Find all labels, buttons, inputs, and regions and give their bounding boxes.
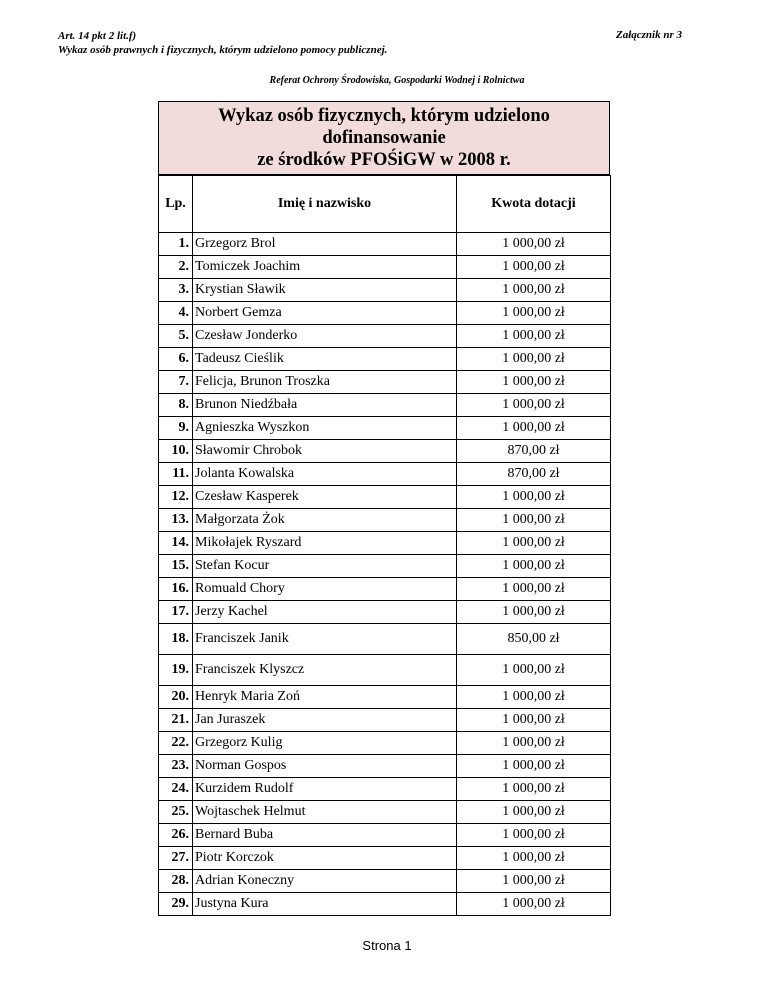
column-header-lp: Lp. [159,176,193,233]
row-number: 20. [159,686,193,709]
grant-amount: 1 000,00 zł [457,755,611,778]
table-row [159,870,611,893]
table-row [159,440,611,463]
grant-amount: 1 000,00 zł [457,417,611,440]
table-title-line2: ze środków PFOŚiGW w 2008 r. [257,150,511,170]
recipient-name: Bernard Buba [193,824,457,847]
recipient-name: Sławomir Chrobok [193,440,457,463]
row-number: 25. [159,801,193,824]
recipient-name: Wojtaschek Helmut [193,801,457,824]
table-row [159,532,611,555]
grant-amount: 870,00 zł [457,440,611,463]
row-number: 26. [159,824,193,847]
table-row [159,233,611,256]
table-row [159,624,611,655]
table-row [159,755,611,778]
row-number: 14. [159,532,193,555]
recipient-name: Piotr Korczok [193,847,457,870]
grant-amount: 1 000,00 zł [457,655,611,686]
recipient-name: Grzegorz Kulig [193,732,457,755]
column-header-amount: Kwota dotacji [457,176,611,233]
grant-amount: 1 000,00 zł [457,893,611,916]
row-number: 9. [159,417,193,440]
row-number: 11. [159,463,193,486]
table-row [159,847,611,870]
grant-amount: 1 000,00 zł [457,486,611,509]
table-row [159,302,611,325]
recipient-name: Czesław Jonderko [193,325,457,348]
grant-amount: 1 000,00 zł [457,555,611,578]
grant-amount: 1 000,00 zł [457,302,611,325]
document-header-left [58,29,387,57]
grant-amount: 1 000,00 zł [457,601,611,624]
grant-amount: 850,00 zł [457,624,611,655]
grant-amount: 1 000,00 zł [457,732,611,755]
row-number: 28. [159,870,193,893]
row-number: 21. [159,709,193,732]
recipient-name: Kurzidem Rudolf [193,778,457,801]
page-number: Strona 1 [362,938,412,953]
recipient-name: Krystian Sławik [193,279,457,302]
table-row [159,348,611,371]
row-number: 16. [159,578,193,601]
table-title-line1: Wykaz osób fizycznych, którym udzielono dofinansowanie [218,106,550,148]
recipient-name: Jan Juraszek [193,709,457,732]
recipient-name: Franciszek Janik [193,624,457,655]
attachment-number: Załącznik nr 3 [615,29,682,41]
table-row [159,463,611,486]
grant-amount: 1 000,00 zł [457,532,611,555]
recipients-table [158,175,611,916]
table-title [158,101,610,175]
recipient-name: Romuald Chory [193,578,457,601]
table-row [159,686,611,709]
recipient-name: Mikołajek Ryszard [193,532,457,555]
table-row [159,578,611,601]
row-number: 5. [159,325,193,348]
row-number: 4. [159,302,193,325]
table-row [159,555,611,578]
department-name: Referat Ochrony Środowiska, Gospodarki Wodnej i Rolnictwa [269,75,525,86]
grant-amount: 1 000,00 zł [457,509,611,532]
row-number: 23. [159,755,193,778]
grant-amount: 1 000,00 zł [457,870,611,893]
recipient-name: Agnieszka Wyszkon [193,417,457,440]
grant-amount: 1 000,00 zł [457,256,611,279]
recipient-name: Jolanta Kowalska [193,463,457,486]
grant-amount: 1 000,00 zł [457,824,611,847]
row-number: 8. [159,394,193,417]
grant-amount: 1 000,00 zł [457,709,611,732]
recipient-name: Jerzy Kachel [193,601,457,624]
list-description: Wykaz osób prawnych i fizycznych, którym udzielono pomocy publicznej. [58,44,388,56]
table-row [159,601,611,624]
table-row [159,417,611,440]
row-number: 10. [159,440,193,463]
grant-amount: 1 000,00 zł [457,778,611,801]
table-row [159,394,611,417]
recipient-name: Stefan Kocur [193,555,457,578]
recipient-name: Czesław Kasperek [193,486,457,509]
grant-amount: 1 000,00 zł [457,686,611,709]
table-row [159,486,611,509]
row-number: 24. [159,778,193,801]
table-row [159,371,611,394]
table-header-row [159,176,611,233]
recipient-name: Franciszek Klyszcz [193,655,457,686]
recipients-table-container [158,101,610,916]
legal-reference: Art. 14 pkt 2 lit.f) [58,30,137,42]
grant-amount: 1 000,00 zł [457,394,611,417]
table-row [159,732,611,755]
row-number: 17. [159,601,193,624]
table-row [159,778,611,801]
grant-amount: 1 000,00 zł [457,578,611,601]
recipient-name: Grzegorz Brol [193,233,457,256]
row-number: 15. [159,555,193,578]
grant-amount: 1 000,00 zł [457,325,611,348]
recipient-name: Norman Gospos [193,755,457,778]
recipient-name: Norbert Gemza [193,302,457,325]
grant-amount: 1 000,00 zł [457,371,611,394]
recipient-name: Justyna Kura [193,893,457,916]
row-number: 29. [159,893,193,916]
row-number: 6. [159,348,193,371]
recipient-name: Adrian Koneczny [193,870,457,893]
column-header-name: Imię i nazwisko [193,176,457,233]
row-number: 13. [159,509,193,532]
recipient-name: Małgorzata Żok [193,509,457,532]
row-number: 12. [159,486,193,509]
row-number: 27. [159,847,193,870]
grant-amount: 870,00 zł [457,463,611,486]
grant-amount: 1 000,00 zł [457,233,611,256]
row-number: 7. [159,371,193,394]
table-row [159,709,611,732]
table-row [159,801,611,824]
recipient-name: Henryk Maria Zoń [193,686,457,709]
table-row [159,279,611,302]
table-row [159,256,611,279]
row-number: 19. [159,655,193,686]
table-row [159,325,611,348]
row-number: 3. [159,279,193,302]
table-row [159,655,611,686]
grant-amount: 1 000,00 zł [457,801,611,824]
recipient-name: Felicja, Brunon Troszka [193,371,457,394]
recipient-name: Tomiczek Joachim [193,256,457,279]
recipient-name: Brunon Niedźbała [193,394,457,417]
table-row [159,509,611,532]
grant-amount: 1 000,00 zł [457,348,611,371]
grant-amount: 1 000,00 zł [457,279,611,302]
row-number: 18. [159,624,193,655]
table-row [159,893,611,916]
row-number: 22. [159,732,193,755]
row-number: 2. [159,256,193,279]
grant-amount: 1 000,00 zł [457,847,611,870]
recipient-name: Tadeusz Cieślik [193,348,457,371]
table-row [159,824,611,847]
row-number: 1. [159,233,193,256]
